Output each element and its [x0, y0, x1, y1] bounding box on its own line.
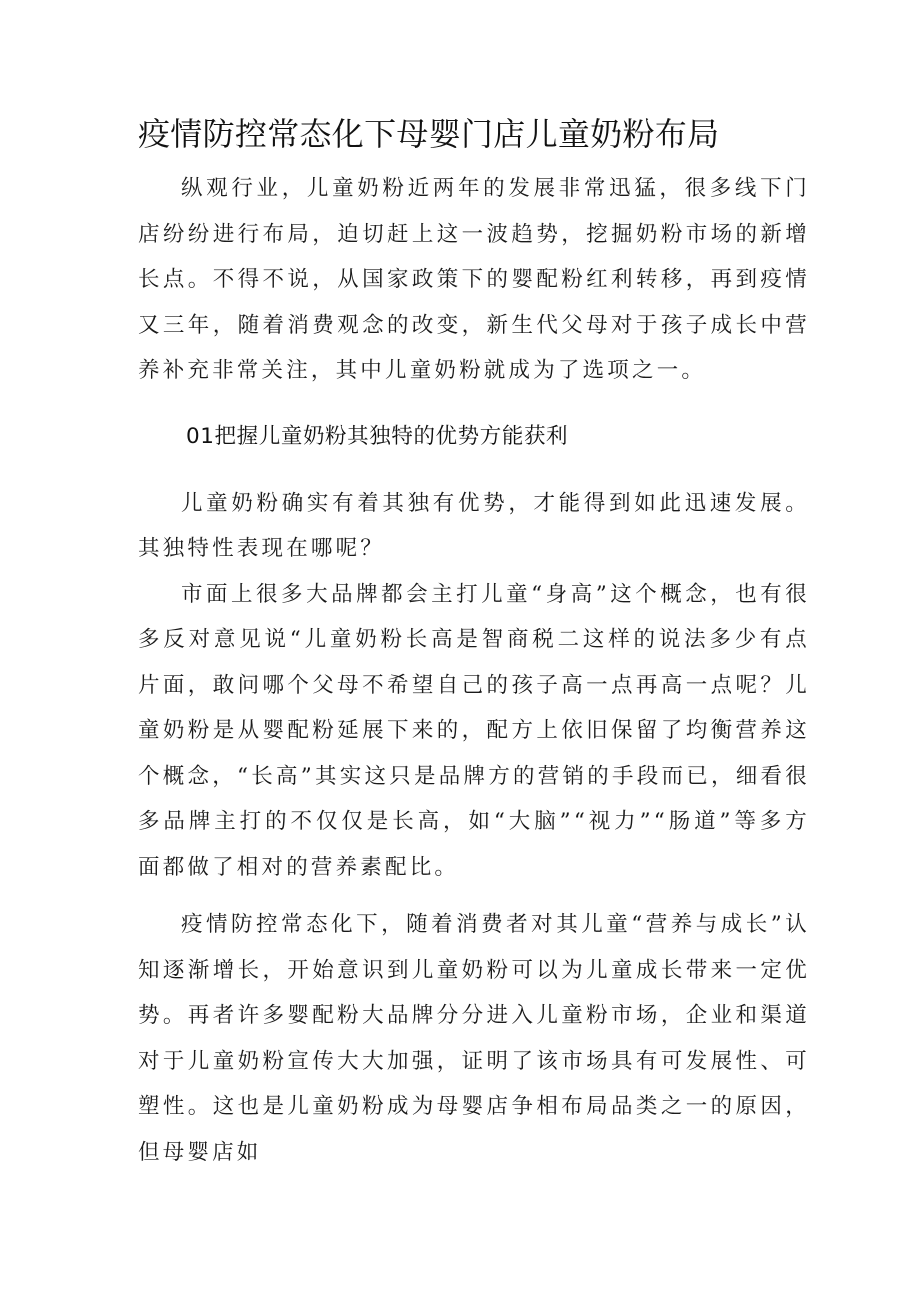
paragraph-advantage: 儿童奶粉确实有着其独有优势，才能得到如此迅速发展。其独特性表现在哪呢？: [138, 490, 810, 561]
paragraph-height-concept: 市面上很多大品牌都会主打儿童“身高”这个概念，也有很多反对意见说“儿童奶粉长高是智商税二这样的说法多少有点片面，敢问哪个父母不希望自己的孩子高一点再高一点呢？儿童奶粉是从婴配粉延展下来的，配方上依旧保留了均衡营养这个概念，“长高”其实这只是品牌方的营销的手段而已，细看很多品牌主打的不仅仅是长高，如“大脑”“视力”“肠道”等多方面都做了相对的营养素配比。: [138, 581, 810, 880]
document-body: [138, 108, 810, 1175]
paragraph-epidemic: 疫情防控常态化下，随着消费者对其儿童“营养与成长”认知逐渐增长，开始意识到儿童奶粉可以为儿童成长带来一定优势。再者许多婴配粉大品牌分分进入儿童粉市场，企业和渠道对于儿童奶粉宣传大大加强，证明了该市场具有可发展性、可塑性。这也是儿童奶粉成为母婴店争相布局品类之一的原因，但母婴店如: [138, 912, 810, 1165]
paragraph-intro: 纵观行业，儿童奶粉近两年的发展非常迅猛，很多线下门店纷纷进行布局，迫切赶上这一波趋势，挖掘奶粉市场的新增长点。不得不说，从国家政策下的婴配粉红利转移，再到疫情又三年，随着消费观念的改变，新生代父母对于孩子成长中营养补充非常关注，其中儿童奶粉就成为了选项之一。: [138, 176, 810, 383]
document-title: 疫情防控常态化下母婴门店儿童奶粉布局: [138, 115, 720, 153]
section-heading: 01把握儿童奶粉其独特的优势方能获利: [186, 423, 569, 449]
